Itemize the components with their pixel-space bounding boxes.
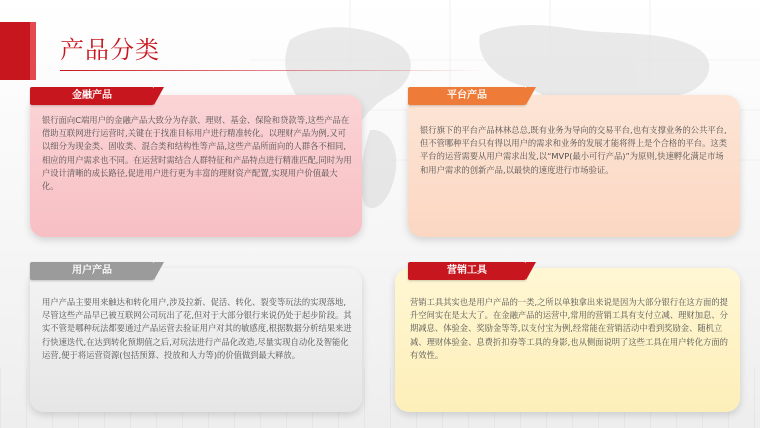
card-text-platform-products: 银行旗下的平台产品林林总总,既有业务为导向的交易平台,也有支撑业务的公共平台,但不管哪种平台只有得以用户的需求和业务的发展才能将得上是个合格的平台。这类平台的运营需要从用户需求出发,以“MVP(最小可行产品)”为原则,快速孵化满足市场和用户需求的创新产品,以最快的速度进行市场验证。	[420, 125, 727, 175]
card-label-tail	[154, 87, 164, 105]
card-text-financial-products: 银行面向C端用户的金融产品大致分为存款、理财、基金、保险和贷款等,这些产品在借助互联网进行运营时,关键在于找准目标用户进行精准转化。以理财产品为例,又可以细分为现金类、固收类、混合类和结构性等产品,这些产品所面向的人群各不相同,相应的用户需求也不同。在运营时需结合人群特征和产品特点进行精准匹配,同时为用户设计清晰的成长路径,促进用户进行更为丰富的理财资产配置,实现用户价值最大化。	[42, 115, 352, 192]
card-label-marketing-tools: 营销工具	[408, 262, 526, 280]
page-title: 产品分类	[60, 36, 160, 64]
title-underline	[60, 70, 490, 71]
card-label-user-products: 用户产品	[30, 262, 154, 280]
card-label-tail	[154, 262, 164, 280]
card-text-marketing-tools: 营销工具其实也是用户产品的一类,之所以单独拿出来说是因为大部分银行在这方面的提升空间实在是太大了。在金融产品的运营中,常用的营销工具有支付立减、理财加息、分期减息、体验金、奖励金等等,以支付宝为例,经常能在营销活动中看到奖励金、随机立减、理财体验金、息费折扣券等工具的身影,也从侧面说明了这些工具在用户转化方面的有效性。	[410, 297, 728, 360]
card-label-tail	[526, 262, 536, 280]
title-accent-bar	[0, 22, 30, 80]
card-text-user-products: 用户产品主要用来触达和转化用户,涉及拉新、促活、转化、裂变等玩法的实现落地,尽管这些产品早已被互联网公司玩出了花,但对于大部分银行来说仍处于起步阶段。其实不管是哪种玩法都要通过产品运营去验证用户对其的敏感度,根据数据分析结果来进行快速迭代,在达到转化预期值之后,对玩法进行产品化改造,尽量实现自动化及智能化运营,便于将运营资源(包括预算、投放和人力等)的价值做到最大释放。	[42, 297, 352, 360]
card-label-tail	[526, 87, 536, 105]
card-label-platform-products: 平台产品	[408, 87, 526, 105]
title-accent-bar-highlight	[30, 22, 36, 80]
card-label-financial-products: 金融产品	[30, 87, 154, 105]
